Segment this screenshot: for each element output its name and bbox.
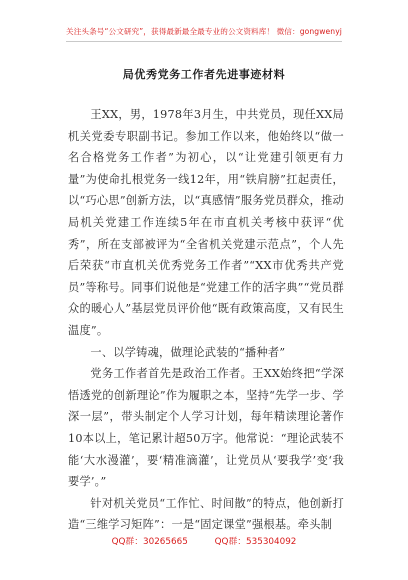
footer-contact [0, 534, 408, 547]
body-paragraph: 党务工作者首先是政治工作者。王XX始终把“学深悟透党的创新理论”作为履职之本，坚持“先学一步、学深一层”，带头制定个人学习计划，每年精读理论著作10本以上，笔记累计超50万字。他常说：“理论武装不能‘大水漫灌’，要‘精准滴灌’，让党员从‘要我学’变‘我要学’。” [68, 367, 344, 489]
header-divider [66, 41, 342, 42]
body-paragraph: 针对机关党员“工作忙、时间散”的特点，他创新打造“三维学习矩阵”：一是“固定课堂”强根基。牵头制 [68, 496, 344, 532]
intro-paragraph: 王XX，男，1978年3月生，中共党员，现任XX局机关党委专职副书记。参加工作以来，他始终以“做一名合格党务工作者”为初心，以“让党建引领更有力量”为使命扎根党务一线12年，用“铁肩膀”扛起责任，以“巧心思”创新方法，以“真感情”服务党员群众，推动局机关党建工作连续5年在市直机关考核中获评“优秀”，所在支部被评为“全省机关党建示范点”，个人先后荣获“市直机关优秀党务工作者”“XX市优秀共产党员”等称号。同事们说他是“党建工作的活字典”“党员群众的暖心人”基层党员评价他“既有政策高度，又有民生温度”。 [68, 108, 344, 337]
footer-qq-group-2: QQ群：535304092 [214, 537, 297, 547]
section-heading: 一、以学铸魂，做理论武装的“播种者” [90, 345, 286, 359]
document-body [68, 104, 344, 536]
footer-qq-group-1: QQ群：30265665 [111, 537, 188, 547]
document-title: 局优秀党务工作者先进事迹材料 [122, 68, 286, 81]
header-promo-note: 关注头条号“公文研究”，获得最新最全最专业的公文资料库！ 微信：gongwenyj [66, 27, 342, 36]
